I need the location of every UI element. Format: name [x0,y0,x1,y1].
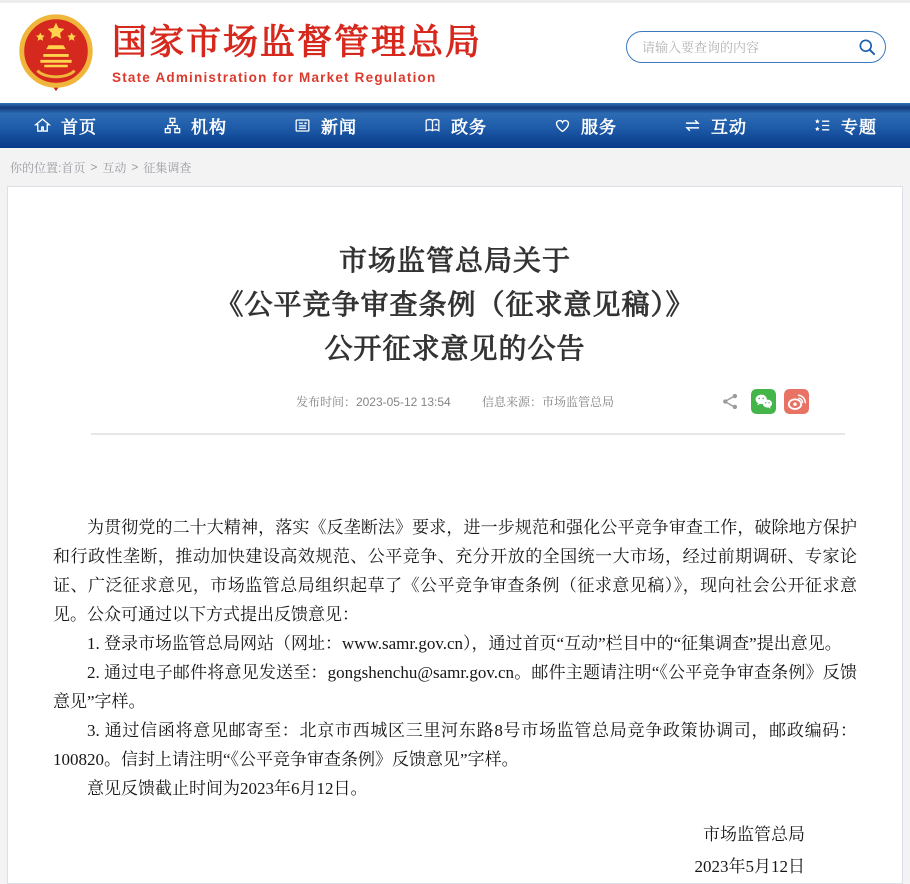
article-meta [53,393,857,419]
site-title-cn: 国家市场监督管理总局 [112,23,483,62]
site-title-en: State Administration for Market Regulation [112,70,437,85]
main-nav [0,103,910,148]
org-icon [163,116,182,135]
nav-item-gov[interactable] [390,103,520,148]
nav-label: 机构 [191,118,227,137]
nav-label: 政务 [451,118,487,137]
breadcrumb [0,148,910,186]
nav-label: 首页 [61,118,97,137]
weibo-share-button[interactable] [784,389,809,414]
article-title-line: 市场监管总局关于 [338,245,571,276]
wechat-icon [751,389,776,414]
meta-divider [91,433,845,435]
national-emblem-icon [12,10,100,98]
article-paragraph: 1. 登录市场监管总局网站（网址：www.samr.gov.cn），通过首页“互动”栏目中的“征集调查”提出意见。 [87,634,842,653]
nav-label: 专题 [841,118,877,137]
article-signature [53,819,857,883]
gov-icon [423,116,442,135]
search-icon [857,37,877,57]
article-body [53,513,857,803]
home-icon [33,116,52,135]
wechat-share-button[interactable] [751,389,776,414]
publish-time: 发布时间：2023-05-12 13:54 [295,395,451,409]
breadcrumb-prefix: 你的位置: [10,160,62,175]
share-buttons [718,389,809,414]
article-title-line: 公开征求意见的公告 [324,333,586,364]
nav-item-org[interactable] [130,103,260,148]
signature-org: 市场监管总局 [703,825,805,844]
share-icon [720,391,741,412]
service-heart-icon [553,116,572,135]
interact-arrows-icon [683,116,702,135]
nav-label: 新闻 [321,118,357,137]
nav-label: 互动 [711,118,747,137]
breadcrumb-separator: > [131,160,139,174]
nav-label: 服务 [581,118,617,137]
nav-item-topics[interactable] [780,103,910,148]
site-title [112,23,482,85]
search-input[interactable] [627,40,849,55]
article-title-line: 《公平竞争审查条例（征求意见稿）》 [215,289,695,320]
weibo-icon [784,389,809,414]
article-paragraph: 为贯彻党的二十大精神，落实《反垄断法》要求，进一步规范和强化公平竞争审查工作，破除地方保护和行政性垄断，推动加快建设高效规范、公平竞争、充分开放的全国统一大市场，经过前期调研、专家论证、广泛征求意见，市场监管总局组织起草了《公平竞争审查条例（征求意见稿）》，现向社会公开征求意见。公众可通过以下方式提出反馈意见： [53,518,857,624]
share-button[interactable] [718,389,743,414]
content-panel [7,186,903,884]
signature-date: 2023年5月12日 [694,857,805,876]
nav-item-news[interactable] [260,103,390,148]
search-button[interactable] [849,32,885,62]
site-logo-link[interactable] [12,10,482,98]
info-source: 信息来源：市场监管总局 [482,395,615,409]
article-title [53,239,857,371]
breadcrumb-interact-link[interactable]: 互动 [102,160,127,175]
site-header [0,0,910,103]
news-icon [293,116,312,135]
topics-list-icon [813,116,832,135]
breadcrumb-survey-link[interactable]: 征集调查 [143,160,192,175]
nav-item-service[interactable] [520,103,650,148]
article-paragraph: 3. 通过信函将意见邮寄至：北京市西城区三里河东路8号市场监管总局竞争政策协调司，邮政编码：100820。信封上请注明“《公平竞争审查条例》反馈意见”字样。 [53,721,857,769]
nav-item-home[interactable] [0,103,130,148]
breadcrumb-home-link[interactable]: 首页 [61,160,86,175]
article-paragraph: 2. 通过电子邮件将意见发送至：gongshenchu@samr.gov.cn。邮件主题请注明“《公平竞争审查条例》反馈意见”字样。 [53,663,857,711]
site-search [626,31,886,63]
nav-item-interact[interactable] [650,103,780,148]
article-paragraph: 意见反馈截止时间为2023年6月12日。 [87,779,368,798]
breadcrumb-separator: > [90,160,98,174]
